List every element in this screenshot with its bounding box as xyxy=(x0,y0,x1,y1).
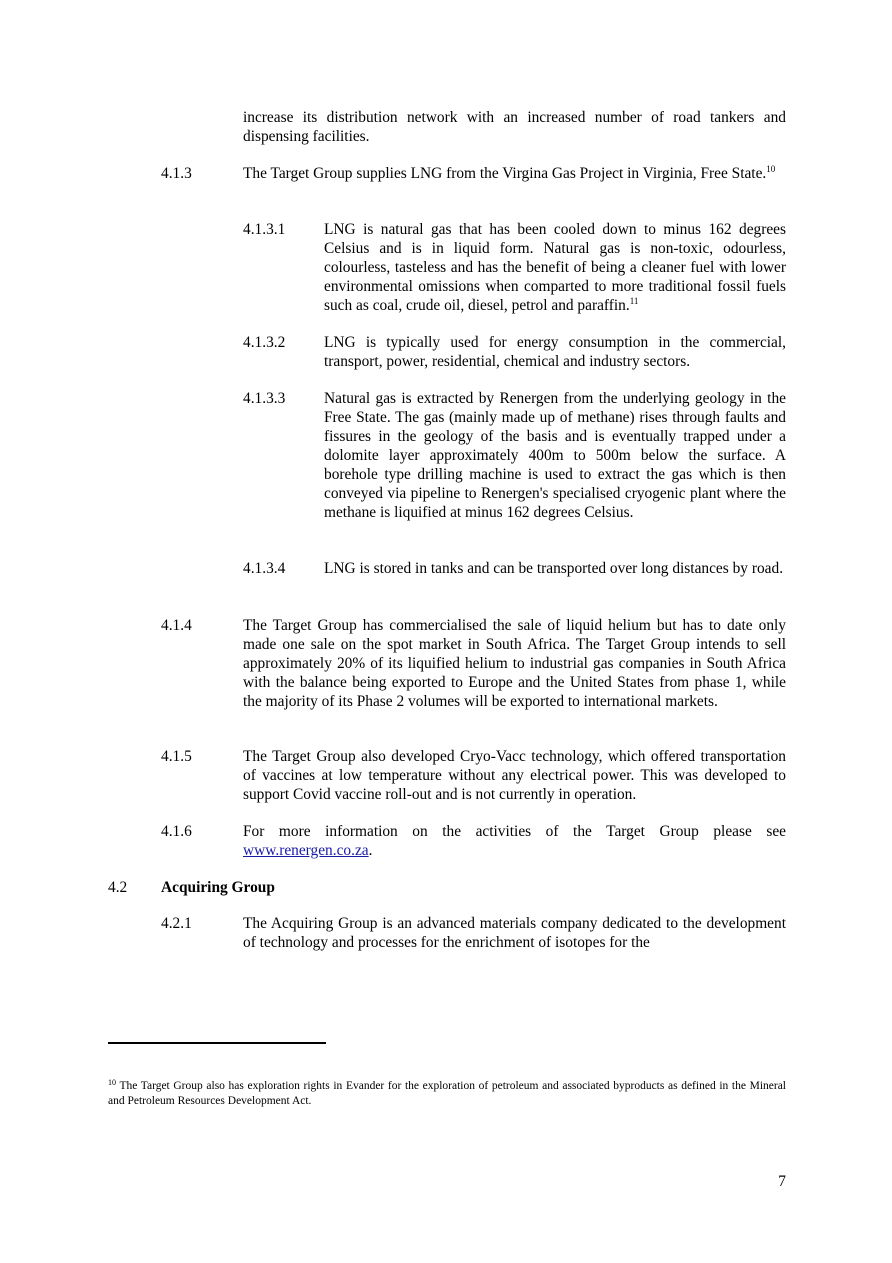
footnote-10 xyxy=(108,1079,786,1109)
page-number: 7 xyxy=(778,1173,786,1190)
clause-number-4-1-3-2: 4.1.3.2 xyxy=(243,334,286,351)
footnote-text: The Target Group also has exploration rights in Evander for the exploration of petroleum and associated byproducts as defined in the Mineral and Petroleum Resources Development Act. xyxy=(108,1080,786,1107)
renergen-website-link[interactable]: www.renergen.co.za xyxy=(243,842,369,859)
clause-4-1-5: The Target Group also developed Cryo-Vacc technology, which offered transportation of vaccines at low temperature without any electrical power. This was developed to support Covid vaccine roll-out and is not currently in operation. xyxy=(243,748,786,803)
clause-4-1-3-2: LNG is typically used for energy consumption in the commercial, transport, power, residential, chemical and industry sectors. xyxy=(324,334,786,370)
clause-4-2-1: The Acquiring Group is an advanced materials company dedicated to the development of technology and processes for the enrichment of isotopes for the xyxy=(243,915,786,951)
footnote-mark: 10 xyxy=(108,1078,116,1087)
footnote-ref-10[interactable]: 10 xyxy=(766,164,776,174)
clause-number-4-2-1: 4.2.1 xyxy=(161,915,192,932)
clause-4-1-4: The Target Group has commercialised the sale of liquid helium but has to date only made one sale on the spot market in South Africa. The Target Group intends to sell approximately 20% of its liquified helium to industrial gas companies in South Africa with the balance being exported to Europe and the United States from phase 1, while the majority of its Phase 2 volumes will be exported to international markets. xyxy=(243,617,786,710)
footnote-ref-11[interactable]: 11 xyxy=(629,296,639,306)
clause-4-1-6: For more information on the activities of the Target Group please see www.renergen.co.za. xyxy=(243,823,786,859)
clause-4-1-3-3: Natural gas is extracted by Renergen from the underlying geology in the Free State. The gas (mainly made up of methane) rises through faults and fissures in the geology of the basis and is eventually trapped under a dolomite layer approximately 400m to 500m below the surface. A borehole type drilling machine is used to extract the gas which is then conveyed via pipeline to Renergen's specialised cryogenic plant where the methane is liquified at minus 162 degrees Celsius. xyxy=(324,390,786,521)
section-number-4-2: 4.2 xyxy=(108,879,128,896)
clause-number-4-1-3: 4.1.3 xyxy=(161,165,192,182)
clause-number-4-1-3-1: 4.1.3.1 xyxy=(243,221,286,238)
clause-number-4-1-3-3: 4.1.3.3 xyxy=(243,390,286,407)
continued-paragraph: increase its distribution network with an increased number of road tankers and dispensing facilities. xyxy=(243,109,786,145)
clause-number-4-1-5: 4.1.5 xyxy=(161,748,192,765)
clause-number-4-1-4: 4.1.4 xyxy=(161,617,192,634)
clause-number-4-1-6: 4.1.6 xyxy=(161,823,192,840)
clause-4-1-3: The Target Group supplies LNG from the Virgina Gas Project in Virginia, Free State.$^{10}$ xyxy=(243,164,776,182)
footnote-separator xyxy=(108,1042,326,1044)
section-heading-acquiring-group: Acquiring Group xyxy=(161,879,275,896)
clause-4-1-3-4: LNG is stored in tanks and can be transported over long distances by road. xyxy=(324,560,784,577)
clause-4-1-3-1: LNG is natural gas that has been cooled down to minus 162 degrees Celsius and is in liquid form. Natural gas is non-toxic, odourless, colourless, tasteless and has the benefit of being a cleaner fuel with lower environmental omissions when comparted to more traditional fossil fuels such as coal, crude oil, diesel, petrol and paraffin.$^{11}$ xyxy=(324,221,786,314)
clause-number-4-1-3-4: 4.1.3.4 xyxy=(243,560,286,577)
